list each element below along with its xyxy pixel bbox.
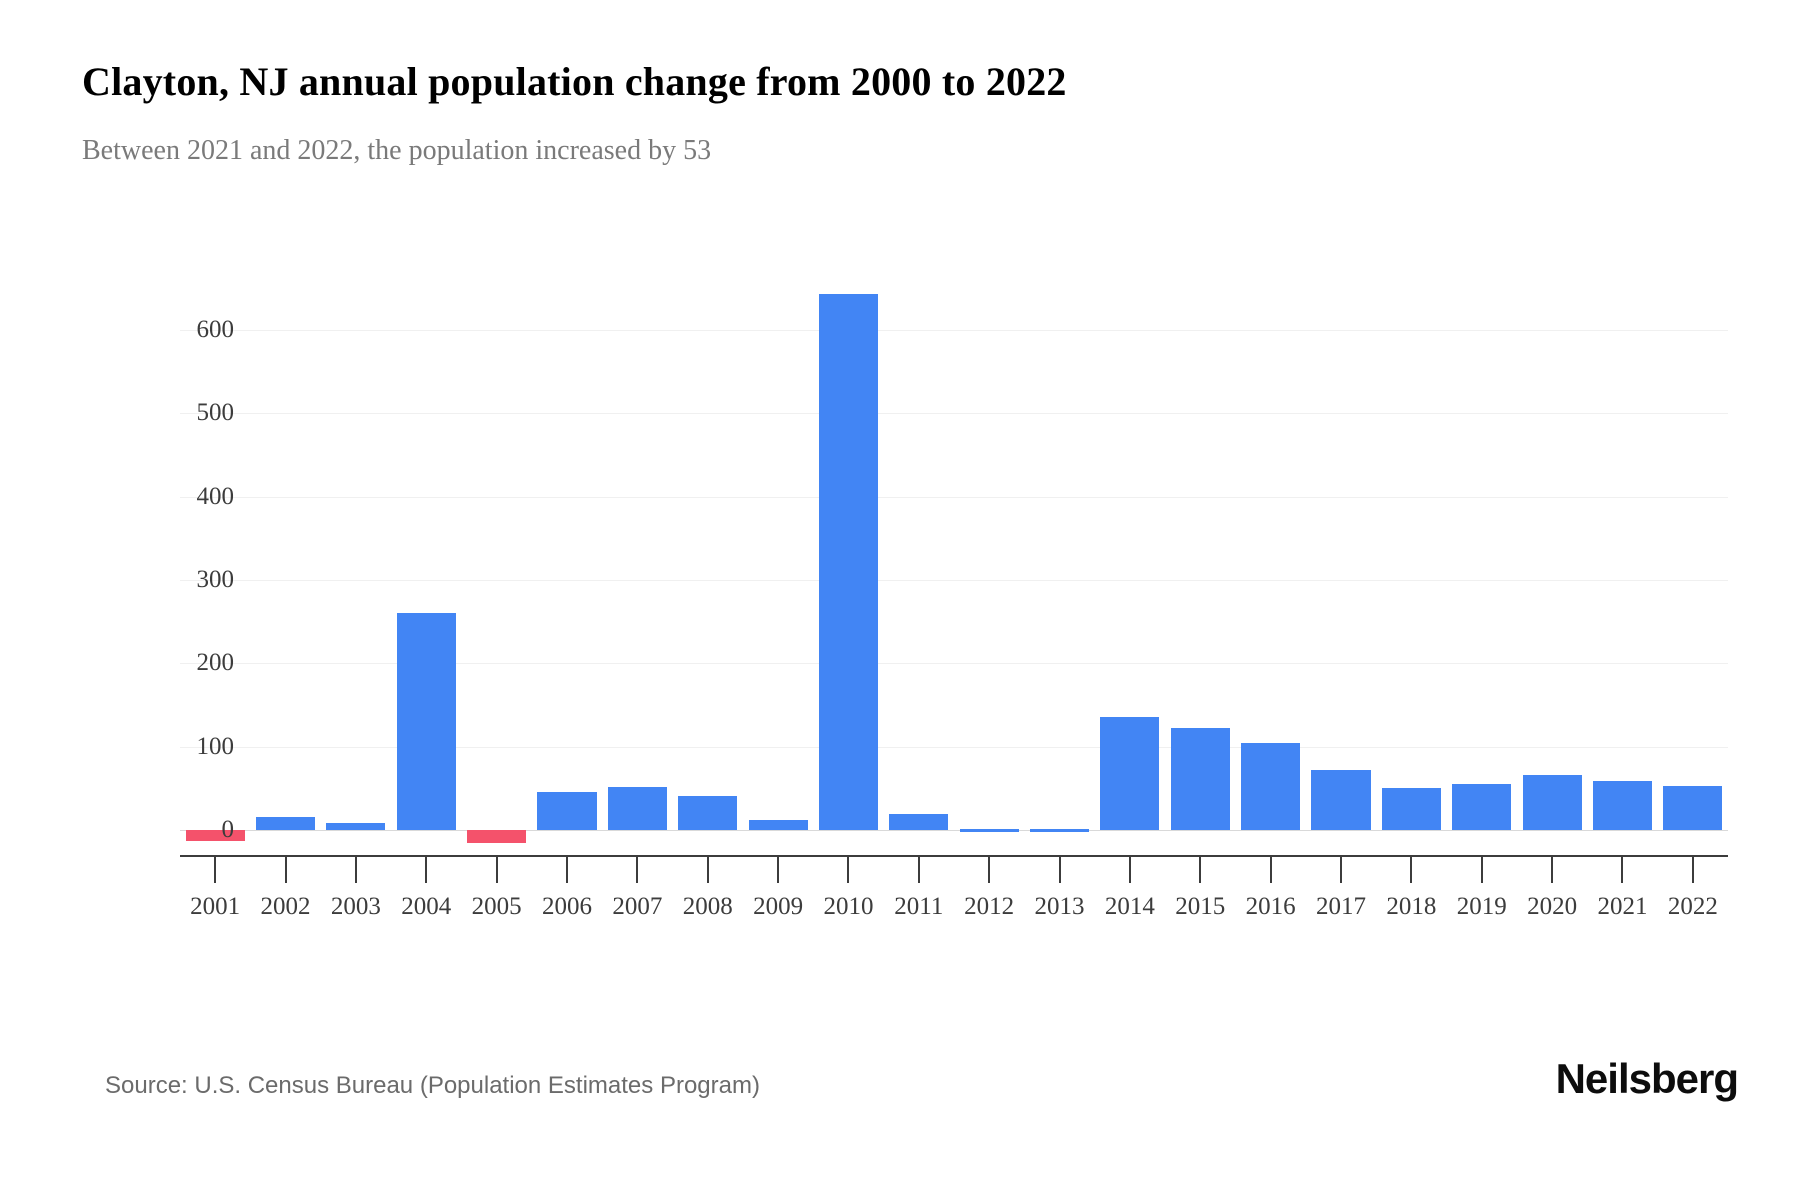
x-axis-tickmark: [1621, 857, 1623, 883]
bar[interactable]: [1663, 786, 1722, 830]
bar[interactable]: [1311, 770, 1370, 830]
bar-slot: [602, 280, 672, 855]
x-axis-tickmark: [988, 857, 990, 883]
bar-slot: [1024, 280, 1094, 855]
bar-slot: [391, 280, 461, 855]
bar[interactable]: [678, 796, 737, 830]
bar[interactable]: [1382, 788, 1441, 830]
x-axis-tickmark: [214, 857, 216, 883]
bar-slot: [954, 280, 1024, 855]
y-axis-tick-label: 400: [196, 482, 234, 510]
bar-slot: [1447, 280, 1517, 855]
bar-series: [180, 280, 1728, 855]
x-axis-tick-label: 2009: [753, 893, 804, 920]
x-axis-tick-label: 2003: [330, 893, 381, 920]
y-axis-tick-label: 500: [196, 399, 234, 427]
x-axis-tick-label: 2002: [260, 893, 311, 920]
y-axis-tick-label: 300: [196, 566, 234, 593]
x-axis-tickmark: [1199, 857, 1201, 883]
page-title: Clayton, NJ annual population change from 2000 to 2022: [82, 59, 1067, 104]
bar-slot: [1376, 280, 1446, 855]
x-axis-tickmark: [777, 857, 779, 883]
x-axis-tick-label: 2011: [894, 893, 944, 920]
bar-slot: [250, 280, 320, 855]
x-axis-tickmark: [1059, 857, 1061, 883]
x-axis-tick-label: 2020: [1527, 893, 1578, 920]
bar[interactable]: [397, 613, 456, 830]
bar-slot: [461, 280, 531, 855]
x-axis-tick-label: 2018: [1386, 893, 1437, 920]
x-axis-tickmark: [1551, 857, 1553, 883]
y-axis-tick-label: 0: [221, 816, 234, 843]
x-axis-tickmark: [847, 857, 849, 883]
bar[interactable]: [537, 792, 596, 830]
bar-slot: [1235, 280, 1305, 855]
x-axis-tick-label: 2014: [1104, 893, 1155, 920]
bar[interactable]: [960, 829, 1019, 832]
x-axis-tickmark: [1270, 857, 1272, 883]
x-axis-tickmark: [425, 857, 427, 883]
x-axis-tickmark: [1481, 857, 1483, 883]
bar-slot: [1306, 280, 1376, 855]
bar-slot: [743, 280, 813, 855]
source-note: Source: U.S. Census Bureau (Population Estimates Program): [105, 1072, 760, 1099]
x-axis-tickmark: [1692, 857, 1694, 883]
bar-slot: [1517, 280, 1587, 855]
bar-slot: [673, 280, 743, 855]
bar-slot: [813, 280, 883, 855]
x-axis-tick-label: 2007: [612, 893, 663, 920]
bar-slot: [532, 280, 602, 855]
bar[interactable]: [326, 823, 385, 830]
bar[interactable]: [1241, 743, 1300, 830]
bar-slot: [1658, 280, 1728, 855]
x-axis-tickmark: [707, 857, 709, 883]
x-axis-tick-label: 2010: [823, 893, 874, 920]
x-axis-tickmark: [566, 857, 568, 883]
bar-slot: [1587, 280, 1657, 855]
x-axis-tickmark: [918, 857, 920, 883]
x-axis-tick-label: 2013: [1034, 893, 1085, 920]
x-axis-line: [180, 855, 1728, 857]
bar-slot: [1165, 280, 1235, 855]
bar[interactable]: [1171, 728, 1230, 831]
x-axis-tick-label: 2006: [542, 893, 592, 920]
bar[interactable]: [749, 820, 808, 830]
bar-slot: [321, 280, 391, 855]
x-axis-tickmark: [496, 857, 498, 883]
x-axis-tick-label: 2004: [401, 893, 452, 920]
bar[interactable]: [1100, 717, 1159, 830]
x-axis-tickmark: [355, 857, 357, 883]
y-axis-tick-label: 100: [196, 732, 234, 760]
bar[interactable]: [608, 787, 667, 830]
page-subtitle: Between 2021 and 2022, the population increased by 53: [82, 135, 712, 166]
x-axis-tick-label: 2017: [1316, 893, 1366, 920]
x-axis-tickmark: [636, 857, 638, 883]
bar-slot: [884, 280, 954, 855]
x-axis-tick-label: 2005: [471, 893, 522, 920]
x-axis-tick-label: 2016: [1245, 893, 1296, 920]
x-axis-tickmark: [285, 857, 287, 883]
x-axis-tick-label: 2019: [1456, 893, 1507, 920]
x-axis-tickmark: [1410, 857, 1412, 883]
bar-slot: [1095, 280, 1165, 855]
bar[interactable]: [1030, 829, 1089, 832]
bar[interactable]: [1593, 781, 1652, 830]
bar[interactable]: [256, 817, 315, 830]
x-axis-tick-label: 2015: [1175, 893, 1226, 920]
plot-area: [180, 280, 1728, 855]
y-axis-tick-label: 200: [196, 649, 234, 677]
brand-logo: Neilsberg: [1555, 1055, 1738, 1102]
bar[interactable]: [819, 294, 878, 830]
x-axis-tick-label: 2022: [1667, 893, 1718, 920]
x-axis-tick-label: 2008: [682, 893, 733, 920]
bar[interactable]: [1523, 775, 1582, 830]
bar[interactable]: [1452, 784, 1511, 830]
bar[interactable]: [889, 814, 948, 830]
bar[interactable]: [467, 830, 526, 843]
x-axis-tick-label: 2001: [190, 893, 241, 920]
x-axis-tickmark: [1129, 857, 1131, 883]
y-axis-tick-label: 600: [196, 316, 234, 343]
x-axis-tick-label: 2021: [1597, 893, 1648, 920]
x-axis-tick-label: 2012: [964, 893, 1015, 920]
x-axis-tickmark: [1340, 857, 1342, 883]
